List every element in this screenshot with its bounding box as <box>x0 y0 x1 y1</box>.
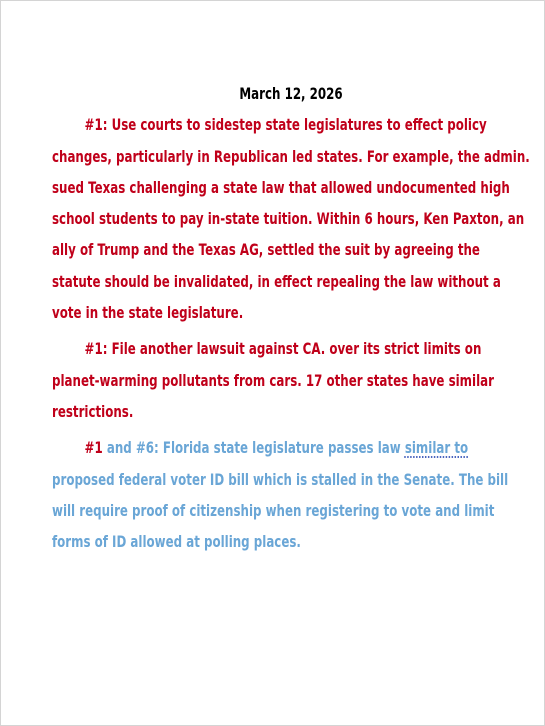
document-body <box>52 78 530 557</box>
spellcheck-underlined-text[interactable]: similar to <box>404 438 469 458</box>
document-date: March 12, 2026 <box>239 84 343 103</box>
paragraph-florida-voter-id <box>52 432 530 557</box>
paragraph-prefix: #1 <box>84 438 103 458</box>
paragraph-california-lawsuit: #1: File another lawsuit against CA. over its strict limits on planet-warming pollutants from cars. 17 other states have similar restrictions. <box>52 339 494 421</box>
paragraph-court-strategy: #1: Use courts to sidestep state legislatures to effect policy changes, particularly in Republican led states. For example, the admin. sued Texas challenging a state law that allowed undocumented high school students to pay in-state tuition. Within 6 hours, Ken Paxton, an ally of Trump and the Texas AG, settled the suit by agreeing the statute should be invalidated, in effect repealing the law without a vote in the state legislature. <box>52 115 530 323</box>
paragraph-text-part1: and #6: Florida state legislature passes law <box>102 438 405 458</box>
paragraph-text-part2: proposed federal voter ID bill which is stalled in the Senate. The bill will require proof of citizenship when registering to vote and limit forms of ID allowed at polling places. <box>52 469 509 552</box>
